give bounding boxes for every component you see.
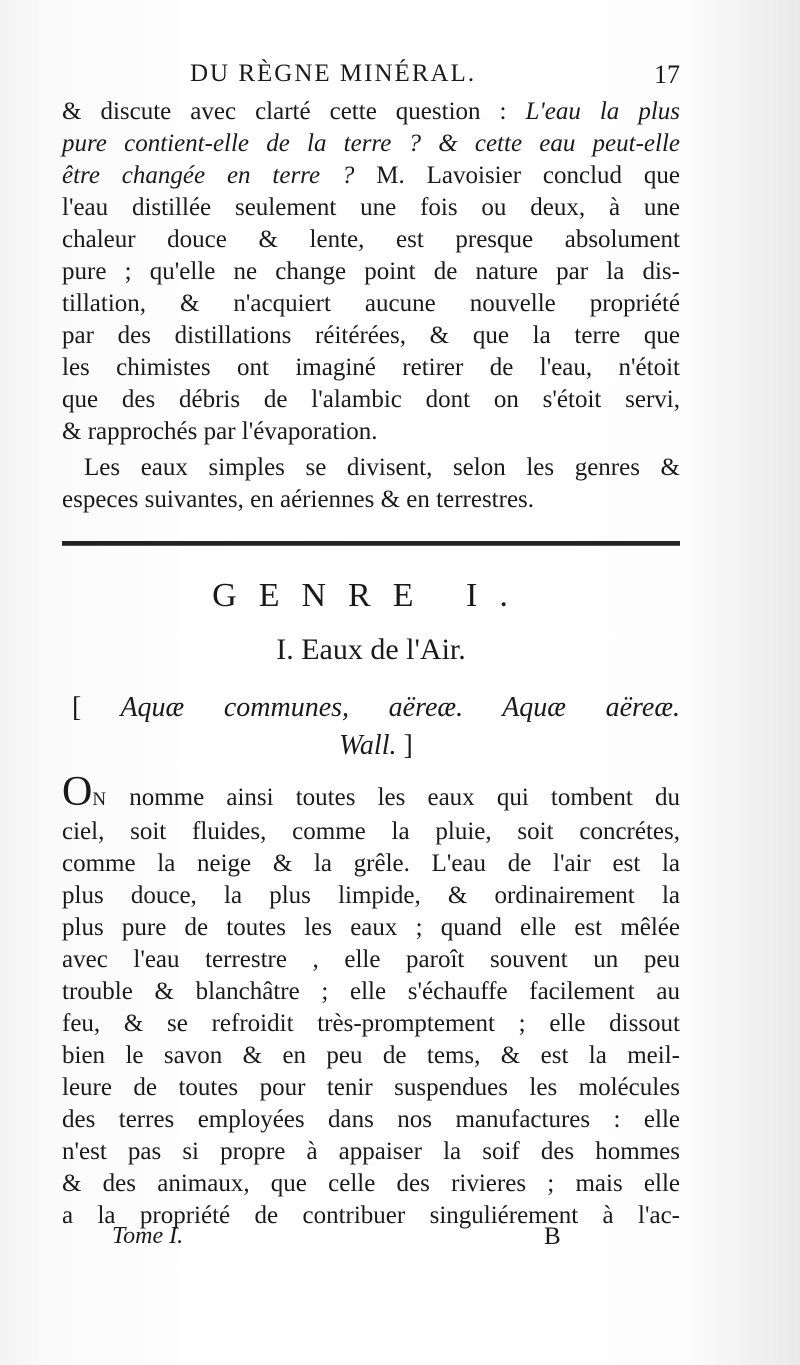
latin-synonym bbox=[72, 689, 680, 765]
text-line: & des animaux, que celle des rivieres ; mais elle bbox=[62, 1170, 680, 1197]
synonym-names: Aquæ communes, aëreæ. Aquæ aëreæ. bbox=[120, 692, 680, 723]
synonym-author: Wall. bbox=[339, 730, 397, 761]
page-number: 17 bbox=[654, 60, 680, 89]
genre-heading: GENRE I. bbox=[212, 577, 530, 614]
drop-capital: O bbox=[62, 769, 93, 815]
text-line: n'est pas si propre à appaiser la soif des hommes bbox=[62, 1138, 680, 1165]
text-line: pure contient-elle de la terre ? & cette eau peut-elle bbox=[62, 130, 680, 157]
running-head: DU RÈGNE MINÉRAL. bbox=[190, 60, 477, 87]
synonym-line bbox=[72, 689, 680, 727]
text-line: chaleur douce & lente, est presque absolument bbox=[62, 226, 680, 253]
text-line: trouble & blanchâtre ; elle s'échauffe facilement au bbox=[62, 978, 680, 1005]
close-bracket: ] bbox=[403, 730, 413, 761]
text-line: plus pure de toutes les eaux ; quand elle est mêlée bbox=[62, 914, 680, 941]
text-line: feu, & se refroidit très-promptement ; elle dissout bbox=[62, 1010, 680, 1037]
text-line: a la propriété de contribuer singuliérement à l'ac- bbox=[62, 1202, 680, 1229]
page-footer bbox=[62, 1223, 680, 1255]
species-heading: I. Eaux de l'Air. bbox=[276, 633, 466, 666]
text-line: par des distillations réitérées, & que la terre que bbox=[62, 322, 680, 349]
open-bracket: [ bbox=[72, 692, 82, 723]
page-header bbox=[62, 60, 680, 94]
synonym-author-line bbox=[72, 727, 680, 765]
text-line: les chimistes ont imaginé retirer de l'eau, n'étoit bbox=[62, 354, 680, 381]
text-line: tillation, & n'acquiert aucune nouvelle propriété bbox=[62, 290, 680, 317]
text-line: ON nomme ainsi toutes les eaux qui tombent du bbox=[62, 769, 680, 815]
text-line: comme la neige & la grêle. L'eau de l'air est la bbox=[62, 850, 680, 877]
text-line: des terres employées dans nos manufactures : elle bbox=[62, 1106, 680, 1133]
text-line: & discute avec clarté cette question : L'eau la plus bbox=[62, 98, 680, 125]
section-divider-rule bbox=[62, 541, 680, 546]
signature-mark: B bbox=[544, 1223, 561, 1250]
paragraph-eaux-air bbox=[62, 769, 680, 1232]
text-line: plus douce, la plus limpide, & ordinairement la bbox=[62, 882, 680, 909]
text-line: bien le savon & en peu de tems, & est la meil- bbox=[62, 1042, 680, 1069]
text-line: Les eaux simples se divisent, selon les genres & bbox=[84, 454, 680, 481]
text-line: pure ; qu'elle ne change point de nature par la dis- bbox=[62, 258, 680, 285]
text-line: leure de toutes pour tenir suspendues les molécules bbox=[62, 1074, 680, 1101]
text-line: l'eau distillée seulement une fois ou deux, à une bbox=[62, 194, 680, 221]
paragraph-lavoisier bbox=[62, 96, 680, 448]
text-line: especes suivantes, en aériennes & en terrestres. bbox=[62, 486, 535, 513]
text-line: que des débris de l'alambic dont on s'étoit servi, bbox=[62, 386, 680, 413]
text-line: & rapprochés par l'évaporation. bbox=[62, 418, 378, 445]
volume-label: Tome I. bbox=[112, 1223, 184, 1249]
text-line: ciel, soit fluides, comme la pluie, soit concrétes, bbox=[62, 818, 680, 845]
paragraph-divisions bbox=[62, 452, 680, 516]
text-line: avec l'eau terrestre , elle paroît souvent un peu bbox=[62, 946, 680, 973]
text-line: être changée en terre ? M. Lavoisier conclud que bbox=[62, 162, 680, 189]
